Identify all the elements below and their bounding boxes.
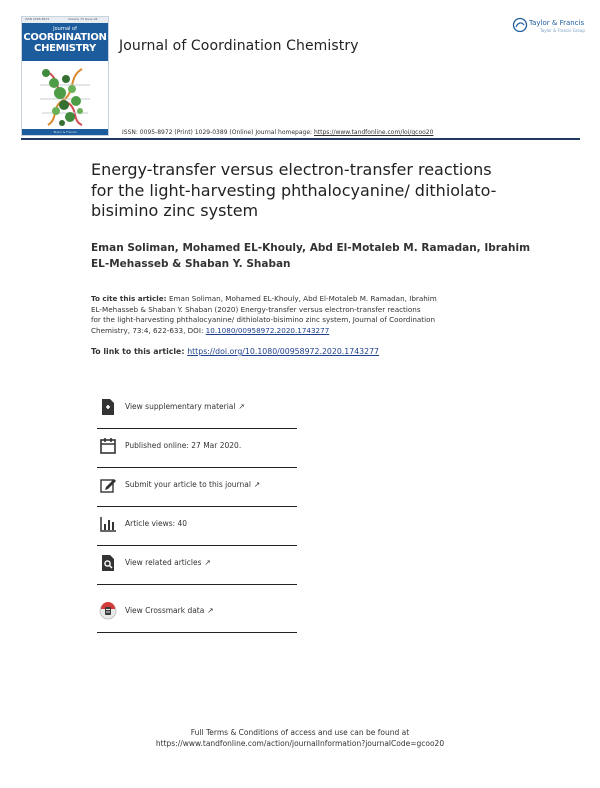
author-line: Eman Soliman, Mohamed EL-Khouly, Abd El-Motaleb M. Ramadan, Ibrahim <box>91 242 531 254</box>
cover-volume: Volume 73 Issue 04 <box>68 17 98 21</box>
action-label: View supplementary material ↗ <box>125 402 245 411</box>
footer-terms-link[interactable]: https://www.tandfonline.com/action/journalInformation?journalCode=gcoo20 <box>155 739 445 748</box>
external-link-icon: ↗ <box>253 480 261 489</box>
article-title-line: for the light-harvesting phthalocyanine/ dithiolato- <box>91 180 497 200</box>
action-article-views <box>97 511 297 546</box>
issn-text: ISSN: 0095-8972 (Print) 1029-0389 (Online) Journal homepage: <box>122 129 314 136</box>
plus-document-icon <box>99 398 117 416</box>
action-label: Published online: 27 Mar 2020. <box>125 441 242 450</box>
external-link-icon: ↗ <box>204 558 211 567</box>
action-related-articles[interactable] <box>97 550 297 585</box>
cite-line: for the light-harvesting phthalocyanine/ dithiolato-bisimino zinc system, Journal of Coordination <box>91 315 436 325</box>
author-list <box>91 240 561 272</box>
cite-label: To cite this article: <box>91 294 169 303</box>
link-label: To link to this article: <box>91 347 188 356</box>
action-submit-article[interactable] <box>97 472 297 507</box>
cover-molecule-art <box>32 65 98 129</box>
action-label: View related articles ↗ <box>125 558 211 567</box>
action-label: Submit your article to this journal ↗ <box>125 480 261 489</box>
action-label: Article views: 40 <box>125 519 188 528</box>
doi-link[interactable]: 10.1080/00958972.2020.1743277 <box>205 325 330 335</box>
action-crossmark-data[interactable] <box>97 598 297 633</box>
cover-bottom-band: Taylor & Francis <box>22 129 108 135</box>
publisher-logo-group: Taylor & Francis Group <box>540 28 585 33</box>
article-title <box>91 160 561 222</box>
cover-title-line2: CHEMISTRY <box>34 43 96 54</box>
journal-cover <box>21 16 109 136</box>
cite-line: EL-Mehasseb & Shaban Y. Shaban (2020) Energy-transfer versus electron-transfer reactions <box>91 304 421 314</box>
cover-header <box>22 23 108 61</box>
action-published-online <box>97 433 297 468</box>
calendar-icon <box>99 437 117 455</box>
header-divider <box>21 138 580 140</box>
footer-terms <box>0 727 600 749</box>
journal-homepage-link[interactable]: https://www.tandfonline.com/loi/gcoo20 <box>313 129 434 136</box>
publisher-logo-name: Taylor & Francis <box>529 19 585 27</box>
bar-chart-icon <box>99 515 117 533</box>
author-line: EL-Mehasseb & Shaban Y. Shaban <box>91 258 291 270</box>
cover-issn: ISSN 0095-8972 <box>25 17 50 21</box>
crossmark-icon <box>99 602 117 620</box>
cite-line: Eman Soliman, Mohamed EL-Khouly, Abd El-Motaleb M. Ramadan, Ibrahim <box>169 294 437 303</box>
article-title-line: bisimino zinc system <box>91 201 259 220</box>
action-label: View Crossmark data ↗ <box>125 606 214 615</box>
cite-line: Chemistry, 73:4, 622-633, DOI: <box>91 325 206 335</box>
article-doi-url[interactable]: https://doi.org/10.1080/00958972.2020.1743277 <box>187 347 379 356</box>
footer-line: Full Terms & Conditions of access and use can be found at <box>190 728 410 737</box>
issn-line <box>122 129 433 136</box>
cover-journal-of: Journal of <box>53 26 77 32</box>
pencil-icon <box>99 476 117 494</box>
external-link-icon: ↗ <box>207 606 214 615</box>
citation-block <box>91 294 511 336</box>
article-link-line <box>91 347 379 356</box>
external-link-icon: ↗ <box>238 402 245 411</box>
cover-title-line1: COORDINATION <box>23 32 107 43</box>
journal-title: Journal of Coordination Chemistry <box>119 38 359 54</box>
action-supplementary-material[interactable] <box>97 394 297 429</box>
search-document-icon <box>99 554 117 572</box>
article-title-line: Energy-transfer versus electron-transfer reactions <box>91 160 492 179</box>
